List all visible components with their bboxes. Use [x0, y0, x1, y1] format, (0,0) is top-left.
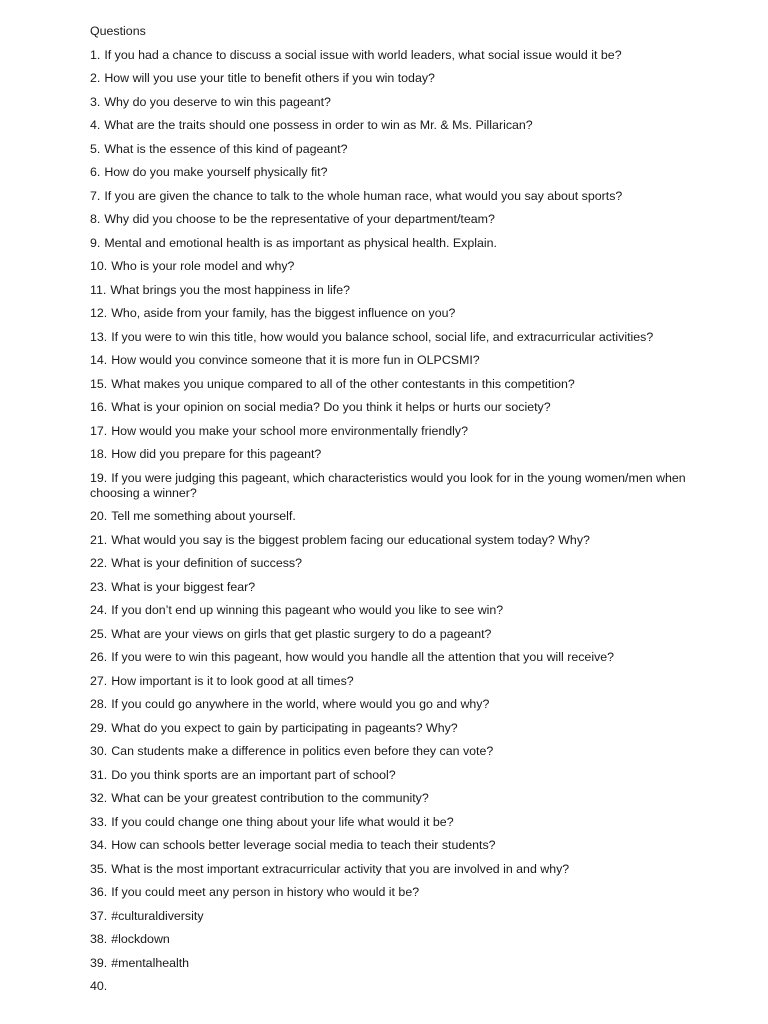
question-number: 20. [90, 509, 108, 523]
question-item [90, 95, 730, 110]
question-number: 31. [90, 767, 108, 782]
question-number: 12. [90, 306, 108, 320]
question-number: 18. [90, 447, 108, 461]
question-item [90, 471, 730, 501]
question-text: Who is your role model and why? [111, 259, 295, 273]
question-number: 11. [90, 282, 107, 297]
question-text: If you had a chance to discuss a social issue with world leaders, what social issue would it be? [104, 47, 622, 62]
question-item [90, 885, 730, 900]
question-number: 22. [90, 556, 108, 570]
question-item [90, 815, 730, 830]
question-number: 34. [90, 838, 108, 852]
question-text: What are the traits should one possess in order to win as Mr. & Ms. Pillarican? [104, 118, 533, 132]
question-text: If you could change one thing about your life what would it be? [111, 814, 454, 829]
question-item [90, 165, 730, 180]
question-item [90, 909, 730, 924]
question-text: How would you make your school more environmentally friendly? [111, 423, 468, 438]
question-number: 35. [90, 861, 108, 876]
question-text: How can schools better leverage social media to teach their students? [111, 838, 496, 852]
question-item [90, 259, 730, 274]
question-text: #lockdown [111, 932, 170, 946]
question-item [90, 580, 730, 595]
question-number: 39. [90, 955, 108, 970]
question-number: 10. [90, 259, 108, 273]
question-text: How will you use your title to benefit others if you win today? [104, 71, 435, 85]
question-item [90, 212, 730, 227]
question-number: 30. [90, 744, 108, 758]
question-item [90, 979, 730, 994]
question-text: What is your opinion on social media? Do you think it helps or hurts our society? [111, 400, 551, 414]
question-number: 27. [90, 673, 108, 688]
question-text: Who, aside from your family, has the biggest influence on you? [111, 306, 456, 320]
question-item [90, 533, 730, 548]
question-number: 3. [90, 94, 101, 109]
question-item [90, 509, 730, 524]
question-number: 36. [90, 885, 108, 899]
question-text: If you don’t end up winning this pageant who would you like to see win? [111, 603, 504, 617]
question-item [90, 447, 730, 462]
question-text: If you are given the chance to talk to the whole human race, what would you say about sports? [104, 188, 623, 203]
question-text: What are your views on girls that get plastic surgery to do a pageant? [111, 626, 492, 641]
question-item [90, 956, 730, 971]
question-number: 1. [90, 47, 101, 62]
question-number: 24. [90, 603, 108, 617]
question-number: 15. [90, 376, 108, 391]
question-text: Why do you deserve to win this pageant? [104, 94, 331, 109]
question-item [90, 424, 730, 439]
question-number: 21. [90, 532, 108, 547]
question-item [90, 306, 730, 321]
question-text: Tell me something about yourself. [111, 509, 296, 523]
question-text: What is the most important extracurricular activity that you are involved in and why? [111, 861, 570, 876]
question-text: What is the essence of this kind of pageant? [104, 141, 348, 156]
question-number: 17. [90, 423, 108, 438]
question-number: 33. [90, 814, 108, 829]
question-number: 23. [90, 579, 108, 594]
question-text: #culturaldiversity [111, 908, 204, 923]
question-text: What makes you unique compared to all of the other contestants in this competition? [111, 376, 575, 391]
question-text: What can be your greatest contribution to the community? [111, 791, 429, 805]
question-item [90, 353, 730, 368]
question-number: 6. [90, 165, 101, 179]
question-text: How important is it to look good at all times? [111, 673, 354, 688]
question-text: If you could meet any person in history who would it be? [111, 885, 420, 899]
question-text: Why did you choose to be the representative of your department/team? [104, 212, 495, 226]
question-item [90, 721, 730, 736]
question-text: How do you make yourself physically fit? [104, 165, 328, 179]
question-text: What brings you the most happiness in life? [110, 282, 350, 297]
question-item [90, 118, 730, 133]
question-text: How would you convince someone that it is more fun in OLPCSMI? [111, 353, 480, 367]
question-number: 2. [90, 71, 101, 85]
question-number: 28. [90, 697, 108, 711]
question-text: Do you think sports are an important part of school? [111, 767, 396, 782]
question-number: 7. [90, 188, 101, 203]
question-number: 14. [90, 353, 108, 367]
question-text: #mentalhealth [111, 955, 190, 970]
question-text: If you were to win this title, how would you balance school, social life, and extracurricular activities? [111, 329, 654, 344]
question-item [90, 71, 730, 86]
question-item [90, 189, 730, 204]
question-number: 9. [90, 235, 101, 250]
question-number: 5. [90, 141, 101, 156]
question-number: 4. [90, 118, 101, 132]
question-number: 37. [90, 908, 108, 923]
question-item [90, 603, 730, 618]
question-number: 8. [90, 212, 101, 226]
question-text: Mental and emotional health is as important as physical health. Explain. [104, 235, 497, 250]
question-item [90, 330, 730, 345]
question-text: What is your definition of success? [111, 556, 303, 570]
question-number: 13. [90, 329, 108, 344]
question-text: Can students make a difference in politics even before they can vote? [111, 744, 494, 758]
question-number: 32. [90, 791, 108, 805]
question-text: How did you prepare for this pageant? [111, 447, 322, 461]
document-heading: Questions [90, 24, 146, 38]
question-number: 38. [90, 932, 108, 946]
question-item [90, 236, 730, 251]
question-text: If you could go anywhere in the world, where would you go and why? [111, 697, 490, 711]
question-item [90, 400, 730, 415]
question-number: 26. [90, 650, 108, 664]
question-text: What would you say is the biggest problem facing our educational system today? Why? [111, 532, 590, 547]
question-item [90, 48, 730, 63]
question-item [90, 838, 730, 853]
question-item [90, 862, 730, 877]
question-item [90, 377, 730, 392]
question-list [90, 48, 730, 995]
document-page [90, 24, 730, 1003]
question-number: 19. [90, 470, 108, 485]
question-item [90, 744, 730, 759]
question-number: 29. [90, 720, 108, 735]
question-item [90, 627, 730, 642]
question-item [90, 791, 730, 806]
question-item [90, 932, 730, 947]
question-number: 25. [90, 626, 108, 641]
question-text: If you were to win this pageant, how would you handle all the attention that you will receive? [111, 650, 615, 664]
question-item [90, 674, 730, 689]
question-item [90, 697, 730, 712]
question-number: 40. [90, 979, 108, 993]
question-text: What is your biggest fear? [111, 579, 256, 594]
question-item [90, 142, 730, 157]
question-text: What do you expect to gain by participating in pageants? Why? [111, 720, 458, 735]
question-item [90, 768, 730, 783]
question-item [90, 556, 730, 571]
question-item [90, 650, 730, 665]
question-number: 16. [90, 400, 108, 414]
question-text: If you were judging this pageant, which characteristics would you look for in the young women/men when choosing a winner? [90, 470, 686, 500]
question-item [90, 283, 730, 298]
